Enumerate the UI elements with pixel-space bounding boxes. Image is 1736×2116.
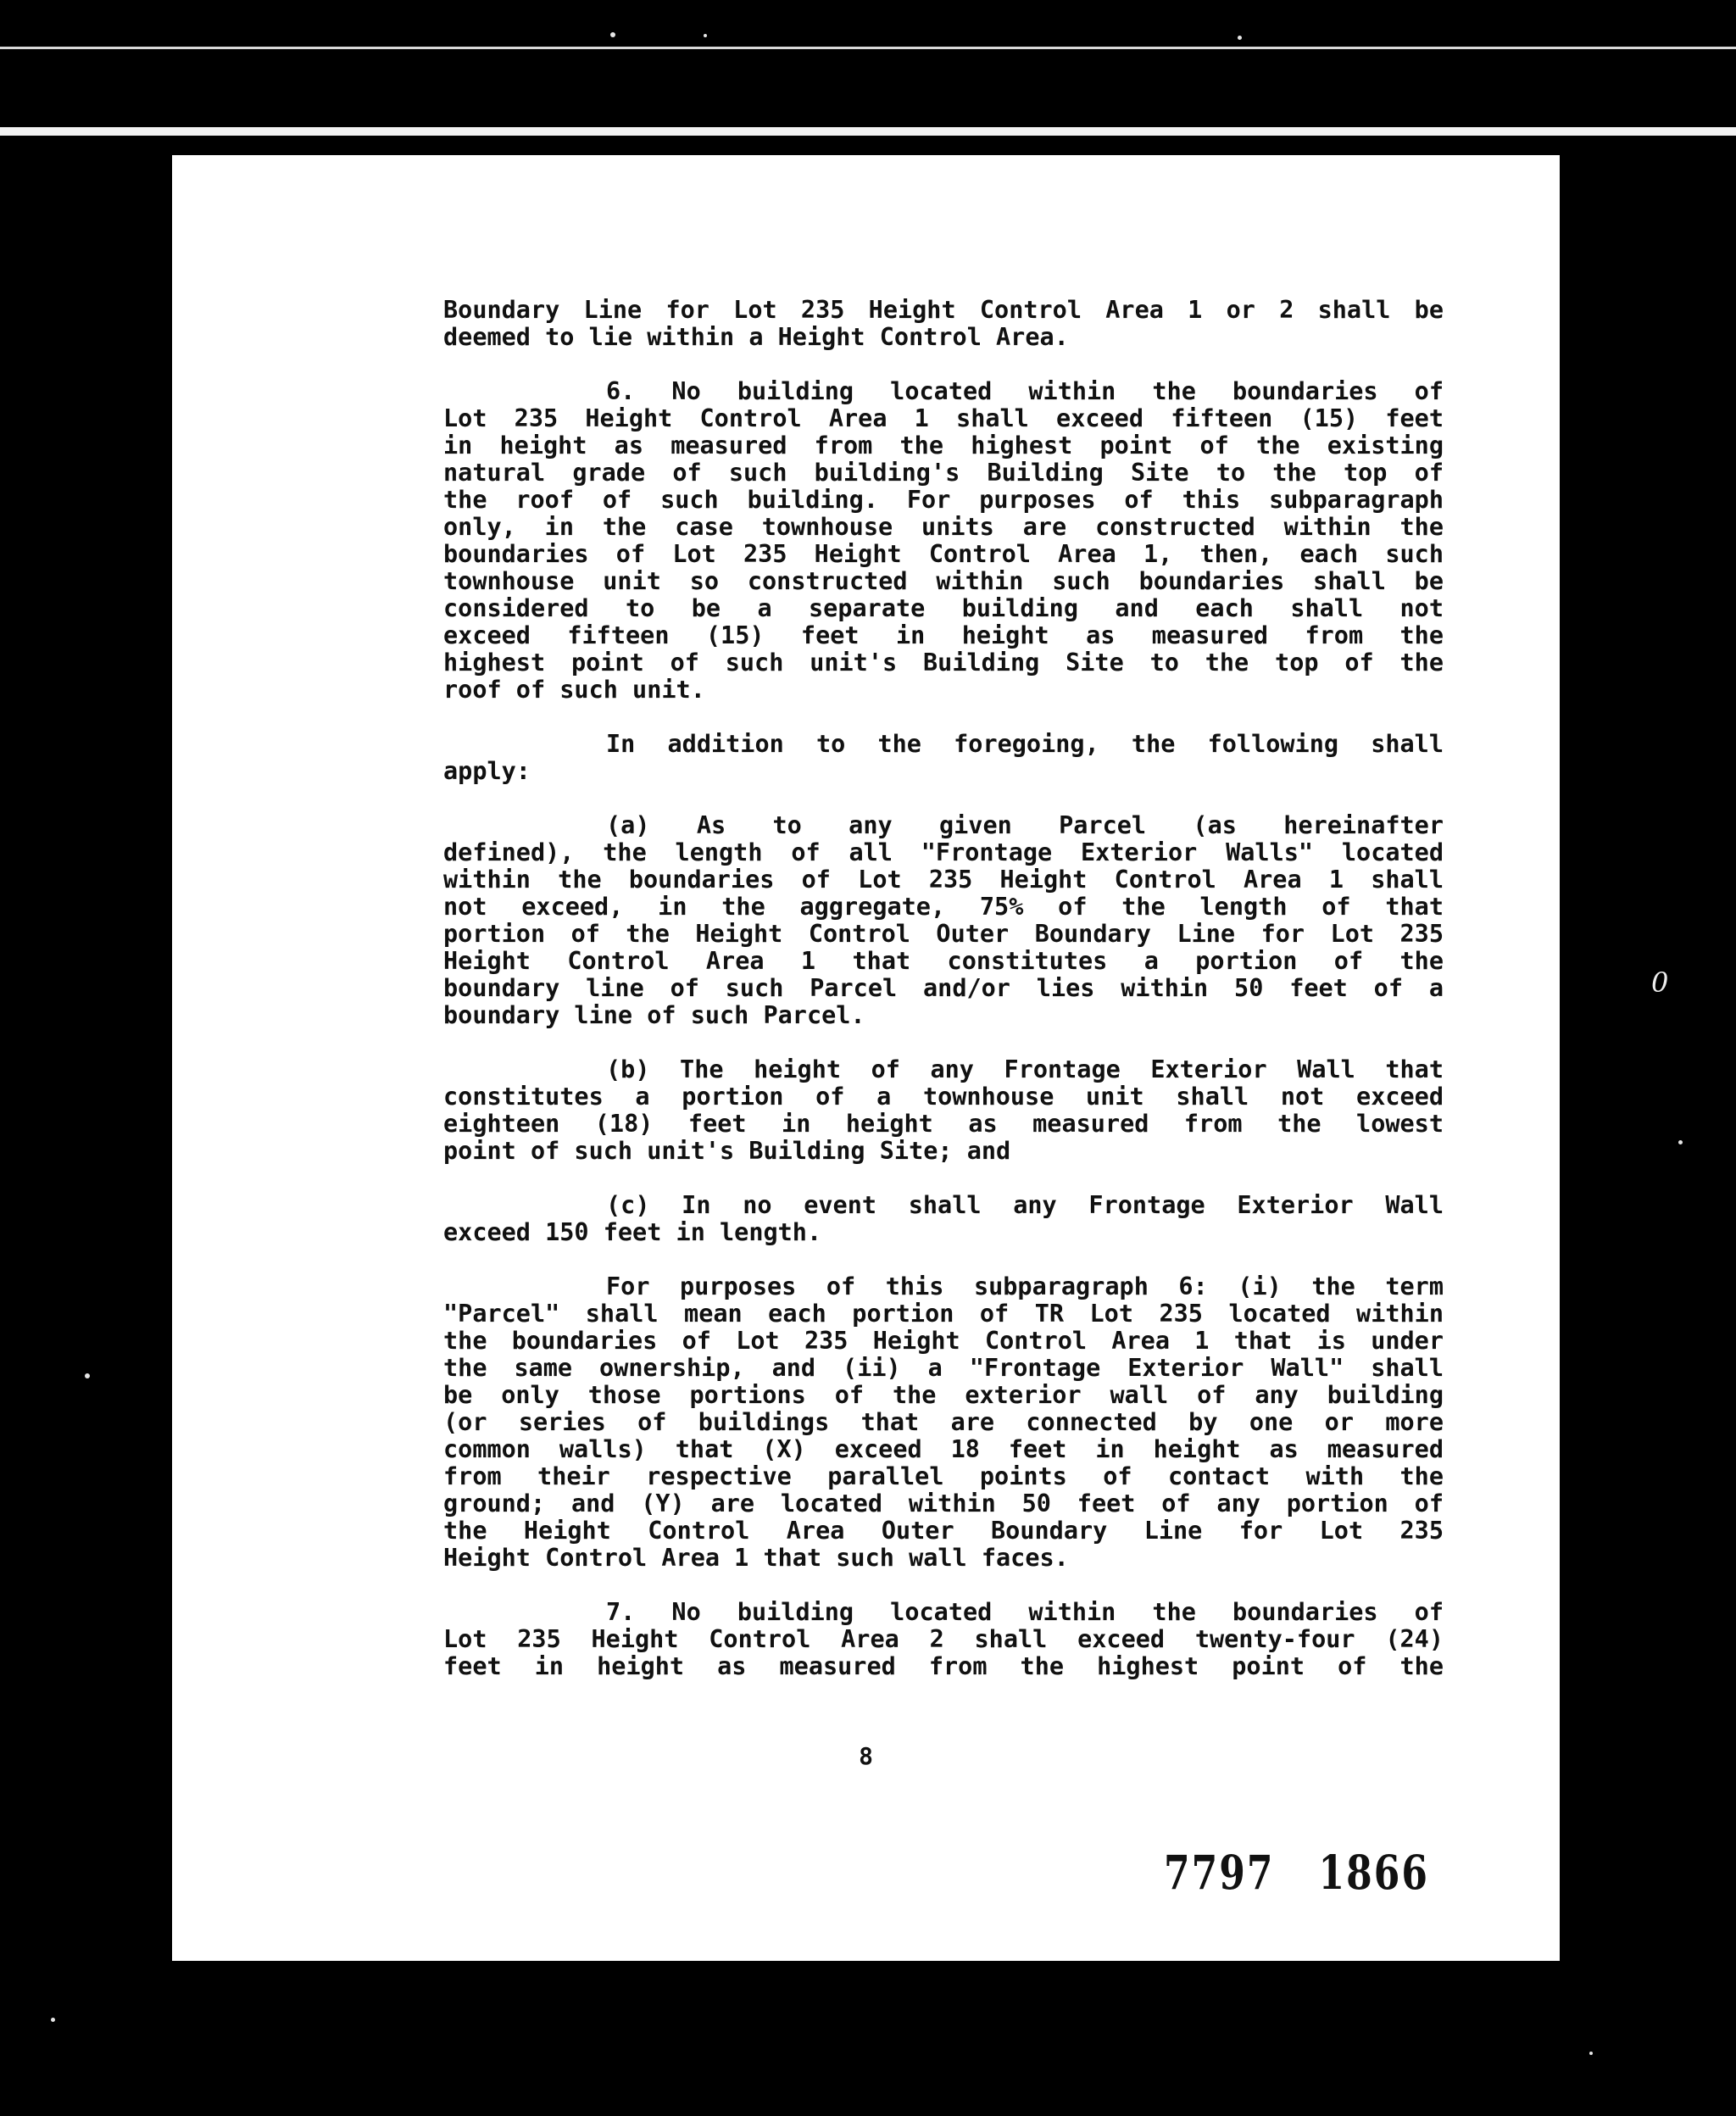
text-line: boundary line of such Parcel. — [443, 1001, 865, 1029]
text-line: townhouse unit so constructed within such boundaries shall be — [443, 567, 1444, 595]
document-page — [172, 155, 1560, 1961]
text-line: deemed to lie within a Height Control Area. — [443, 323, 1069, 351]
text-line: from their respective parallel points of contact with the — [443, 1462, 1444, 1490]
text-line: exceed 150 feet in length. — [443, 1218, 822, 1246]
text-line: the roof of such building. For purposes of this subparagraph — [443, 486, 1444, 514]
text-line: (c) In no event shall any Frontage Exterior Wall — [606, 1191, 1444, 1219]
text-line: boundary line of such Parcel and/or lies within 50 feet of a — [443, 974, 1444, 1002]
text-line: apply: — [443, 757, 531, 785]
text-line: Lot 235 Height Control Area 1 shall exceed fifteen (15) feet — [443, 404, 1444, 432]
scan-speck — [610, 32, 615, 37]
text-line: natural grade of such building's Building Site to the top of — [443, 459, 1444, 487]
text-line: boundaries of Lot 235 Height Control Area 1, then, each such — [443, 540, 1444, 568]
text-line: feet in height as measured from the highest point of the — [443, 1652, 1444, 1680]
text-line: Height Control Area 1 that constitutes a portion of the — [443, 947, 1444, 975]
text-line: the same ownership, and (ii) a "Frontage Exterior Wall" shall — [443, 1354, 1444, 1382]
text-line: common walls) that (X) exceed 18 feet in height as measured — [443, 1435, 1444, 1463]
text-line: 7. No building located within the boundaries of — [606, 1598, 1444, 1626]
text-line: only, in the case townhouse units are constructed within the — [443, 513, 1444, 541]
text-line: the boundaries of Lot 235 Height Control Area 1 that is under — [443, 1327, 1444, 1355]
scan-speck — [85, 1373, 90, 1378]
text-line: constitutes a portion of a townhouse unit shall not exceed — [443, 1083, 1444, 1111]
text-line: in height as measured from the highest point of the existing — [443, 432, 1444, 459]
text-line: "Parcel" shall mean each portion of TR Lot 235 located within — [443, 1300, 1444, 1328]
scan-speck — [51, 2018, 55, 2022]
text-line: defined), the length of all "Frontage Exterior Walls" located — [443, 838, 1444, 866]
paragraph-purposes — [443, 1273, 1444, 1572]
text-line: portion of the Height Control Outer Boundary Line for Lot 235 — [443, 920, 1444, 948]
body-text — [443, 297, 1444, 1707]
text-line: (b) The height of any Frontage Exterior Wall that — [606, 1055, 1444, 1083]
paragraph-item-a — [443, 812, 1444, 1029]
text-line: Lot 235 Height Control Area 2 shall exceed twenty-four (24) — [443, 1625, 1444, 1653]
stamp-book-number: 7797 — [1164, 1846, 1275, 1901]
text-line: point of such unit's Building Site; and — [443, 1137, 1011, 1165]
paragraph-item-b — [443, 1056, 1444, 1165]
scan-speck — [1678, 1140, 1683, 1144]
scan-speck — [1238, 36, 1242, 40]
text-line: 6. No building located within the boundaries of — [606, 377, 1444, 405]
text-line: considered to be a separate building and each shall not — [443, 594, 1444, 622]
text-line: highest point of such unit's Building Site to the top of the — [443, 649, 1444, 677]
text-line: For purposes of this subparagraph 6: (i) the term — [606, 1272, 1444, 1300]
scan-top-rule — [0, 127, 1736, 136]
text-line: (or series of buildings that are connected by one or more — [443, 1408, 1444, 1436]
text-line: exceed fifteen (15) feet in height as measured from the — [443, 621, 1444, 649]
text-line: the Height Control Area Outer Boundary Line for Lot 235 — [443, 1517, 1444, 1545]
text-line: ground; and (Y) are located within 50 feet of any portion of — [443, 1490, 1444, 1517]
text-line: not exceed, in the aggregate, 75% of the length of that — [443, 893, 1444, 921]
paragraph-intro — [443, 297, 1444, 351]
page-number: 8 — [859, 1742, 873, 1770]
scan-edge-line — [0, 47, 1736, 49]
paragraph-section-6 — [443, 378, 1444, 704]
text-line: (a) As to any given Parcel (as hereinafter — [606, 811, 1444, 839]
text-line: In addition to the foregoing, the following shall — [606, 730, 1444, 758]
recording-stamp — [1164, 1846, 1429, 1901]
paragraph-addition — [443, 731, 1444, 785]
stamp-page-number: 1866 — [1318, 1846, 1429, 1901]
scan-speck — [1589, 2052, 1593, 2055]
text-line: within the boundaries of Lot 235 Height Control Area 1 shall — [443, 866, 1444, 894]
paragraph-item-c — [443, 1192, 1444, 1246]
margin-mark: 0 — [1651, 966, 1669, 999]
text-line: be only those portions of the exterior wall of any building — [443, 1381, 1444, 1409]
text-line: roof of such unit. — [443, 676, 705, 704]
text-line: eighteen (18) feet in height as measured from the lowest — [443, 1110, 1444, 1138]
paragraph-section-7 — [443, 1599, 1444, 1680]
text-line: Height Control Area 1 that such wall faces. — [443, 1544, 1069, 1572]
text-line: Boundary Line for Lot 235 Height Control Area 1 or 2 shall be — [443, 296, 1444, 324]
scan-speck — [704, 34, 707, 37]
